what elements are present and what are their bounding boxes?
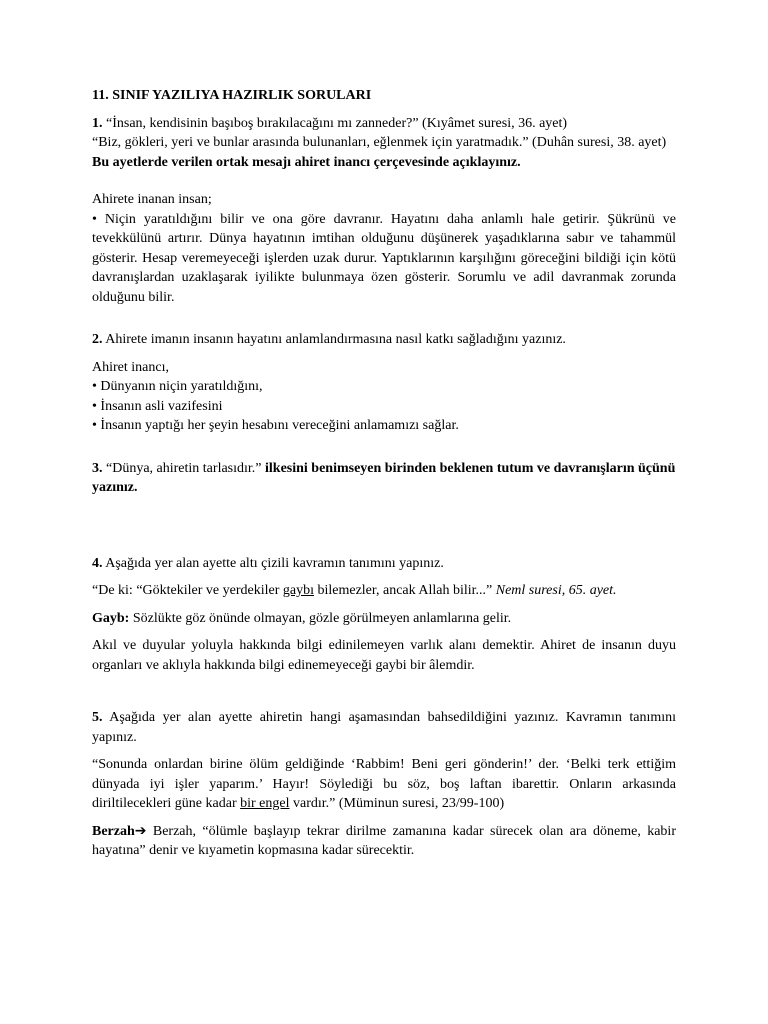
page-title: 11. SINIF YAZILIYA HAZIRLIK SORULARI [92, 88, 372, 103]
q3-question-line [92, 459, 676, 498]
q5-definition [92, 822, 676, 861]
q5-question-line [92, 708, 676, 747]
q4-underlined-term: gaybı [282, 583, 314, 598]
q5-verse-before: “Sonunda onlardan birine ölüm geldiğinde ‘Rabbim! Beni geri gönderin!’ der. ‘Belki terk ettiğim dünyada iyi işler yaparım.’ Hayır! Söylediği bu söz, boş laftan ibarettir. Onların arkasında diriltilecekleri güne kadar [92, 757, 676, 811]
question-3 [92, 459, 676, 498]
question-4 [92, 554, 676, 676]
q4-verse-before: “De ki: “Göktekiler ve yerdekiler [92, 583, 283, 598]
arrow-right-icon: ➔ [134, 822, 147, 839]
q3-question: ilkesini benimseyen birinden beklenen tutum ve davranışların üçünü yazınız. [92, 460, 676, 495]
question-1 [92, 114, 676, 308]
q2-bullet: • İnsanın asli vazifesini [92, 398, 223, 414]
q2-bullet: • Dünyanın niçin yaratıldığını, [92, 379, 263, 394]
q5-underlined-term: bir engel [240, 796, 290, 811]
q5-term-definition: Berzah, “ölümle başlayıp tekrar dirilme zamanına kadar sürecek olan ara döneme, kabir hayatına” denir ve kıyametin kopmasına kadar sürecektir. [92, 823, 676, 858]
q1-number: 1. [92, 115, 103, 131]
q2-bullet: • İnsanın yaptığı her şeyin hesabını vereceğini anlamamızı sağlar. [92, 418, 459, 433]
q5-term: Berzah [92, 823, 135, 839]
q4-verse-source: Neml suresi, 65. ayet. [495, 583, 617, 598]
q5-verse [92, 755, 676, 814]
q4-explanation: Akıl ve duyular yoluyla hakkında bilgi edinilemeyen varlık alanı demektir. Ahiret de insanın duyu organları ve aklıyla hakkında bilgi edinemeyeceği gaybi bir âlemdir. [92, 638, 676, 673]
q1-verses [92, 114, 676, 153]
q1-verse-2: “Biz, gökleri, yeri ve bunlar arasında bulunanları, eğlenmek için yaratmadık.” (Duhân suresi, 38. ayet) [92, 135, 667, 150]
q4-question: Aşağıda yer alan ayette altı çizili kavramın tanımını yapınız. [102, 555, 444, 571]
q1-answer-body: • Niçin yaratıldığını bilir ve ona göre davranır. Hayatını daha anlamlı hale getirir. Şükrünü ve tevekkülünü artırır. Dünya hayatının imtihan olduğunu düşünerek yaşadıklarına sabır ve tahammül gösterir. Hesap veremeyeceği işlerden uzak durur. Yaptıklarının karşılığını göreceğini bildiği için kötü davranışlardan uzaklaşarak iyilikte bulunmaya özen gösterir. Sorumlu ve adil davranmak zorunda olduğunu bilir. [92, 211, 676, 305]
q5-question: Aşağıda yer alan ayette ahiretin hangi aşamasından bahsedildiğini yazınız. Kavramın tanımını yapınız. [92, 710, 676, 745]
question-5 [92, 708, 676, 861]
q2-question-line [92, 330, 676, 350]
q4-verse [92, 581, 676, 601]
q3-number: 3. [92, 460, 103, 476]
q1-question: Bu ayetlerde verilen ortak mesajı ahiret inancı çerçevesinde açıklayınız. [92, 154, 521, 170]
q2-question: Ahirete imanın insanın hayatını anlamlandırmasına nasıl katkı sağladığını yazınız. [102, 332, 566, 347]
question-2 [92, 330, 676, 436]
q2-answer-intro: Ahiret inancı, [92, 359, 169, 375]
q4-term-definition: Sözlükte göz önünde olmayan, gözle görülmeyen anlamlarına gelir. [129, 610, 512, 626]
q2-number: 2. [92, 332, 103, 347]
q4-number: 4. [92, 555, 103, 571]
q1-answer-intro: Ahirete inanan insan; [92, 192, 212, 207]
q5-verse-after: vardır.” (Müminun suresi, 23/99-100) [289, 796, 505, 811]
q5-number: 5. [92, 710, 103, 725]
q4-question-line [92, 554, 676, 574]
q4-term: Gayb: [92, 610, 130, 626]
q1-verse-1: “İnsan, kendisinin başıboş bırakılacağını mı zanneder?” (Kıyâmet suresi, 36. ayet) [102, 115, 568, 131]
q4-definition [92, 609, 676, 629]
q3-quote: “Dünya, ahiretin tarlasıdır.” [102, 460, 265, 476]
q4-verse-after: bilemezler, ancak Allah bilir...” [313, 583, 496, 598]
